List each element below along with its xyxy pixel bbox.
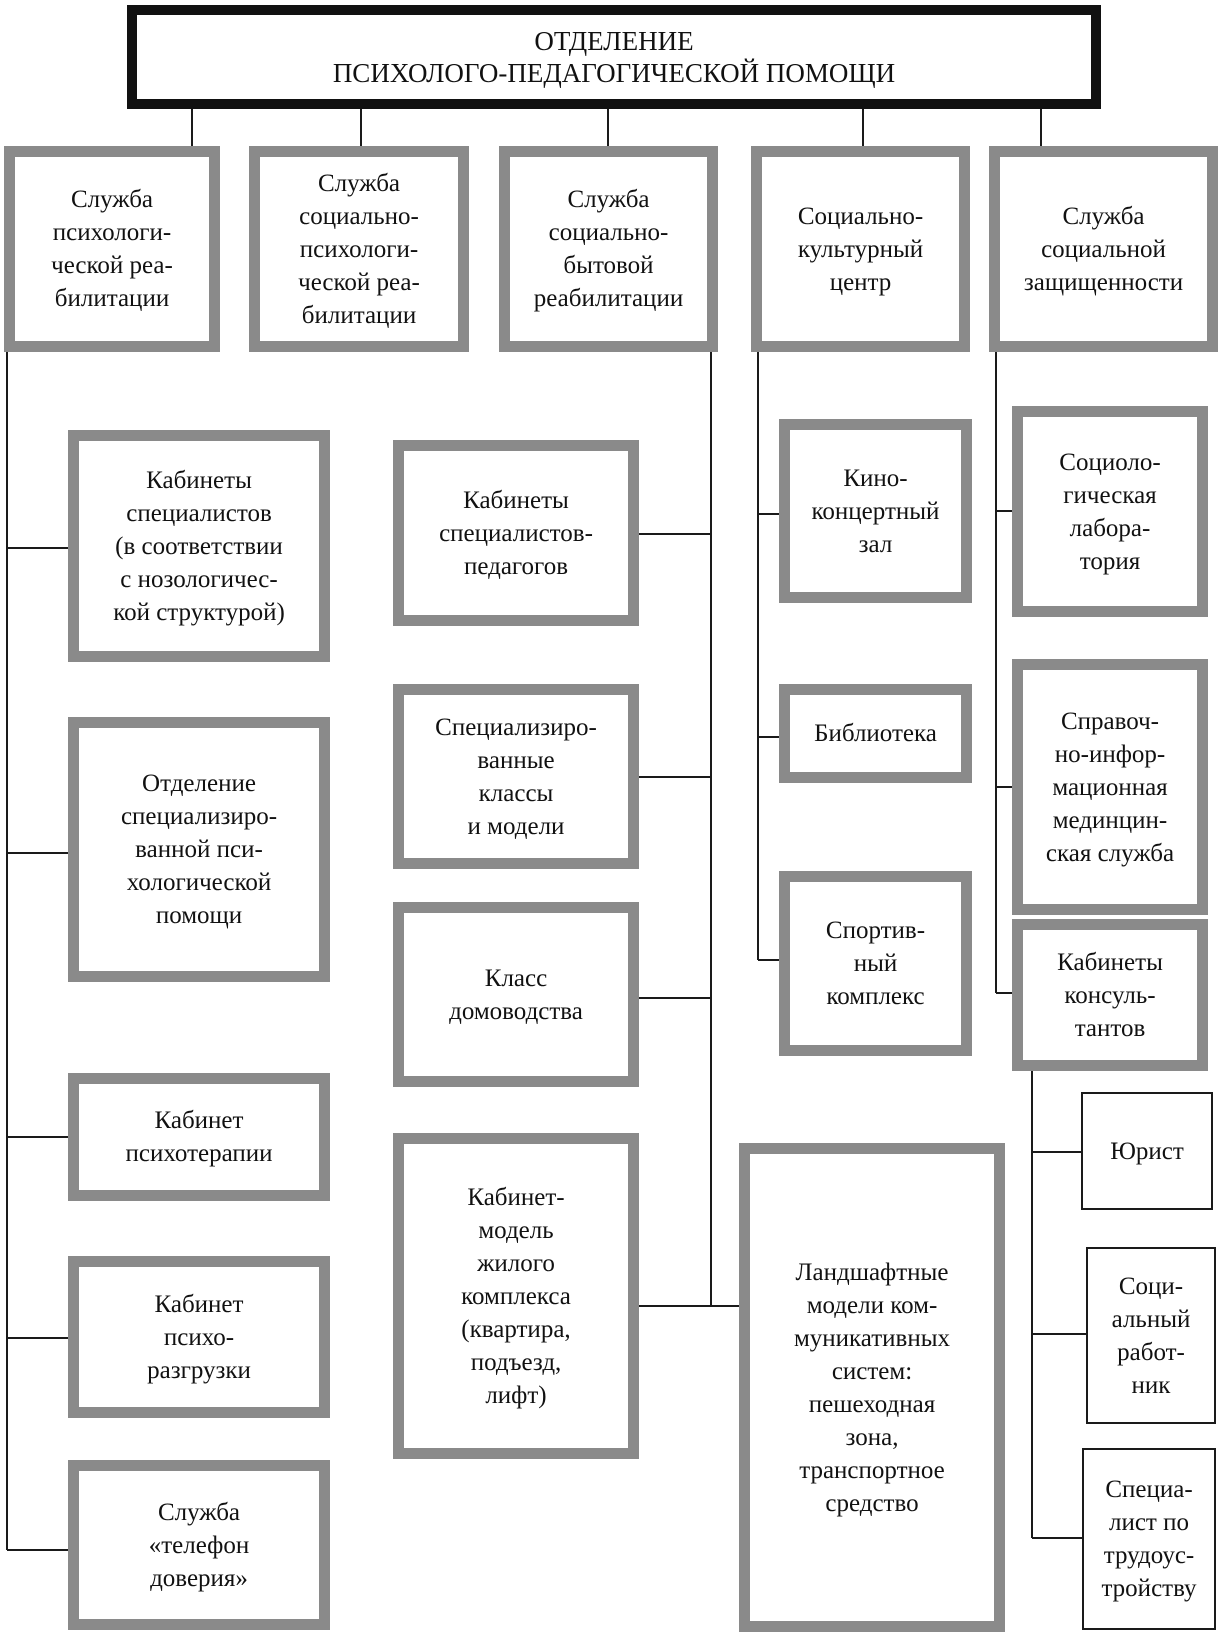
unit-label: Социоло- гическая лабора- тория: [1059, 448, 1161, 575]
service-sociocultural-center: [751, 146, 970, 352]
unit-helpline-service: [68, 1460, 330, 1630]
consultant-social-worker: [1086, 1247, 1216, 1424]
service-label: Социально- культурный центр: [797, 202, 924, 296]
consultant-label: Юрист: [1110, 1137, 1184, 1165]
service-social-psychological-rehab: [249, 146, 469, 352]
unit-specialized-psych-dept: [68, 717, 330, 982]
unit-medical-info-service: [1012, 659, 1208, 915]
unit-label: Ландшафтные модели ком- муникативных систем: пешеходная зона, транспортное средство: [793, 1258, 951, 1517]
consultant-label: Соци- альный работ- ник: [1111, 1272, 1191, 1399]
unit-label: Кабинет- модель жилого комплекса (квартира, подъезд, лифт): [461, 1183, 571, 1409]
service-social-household-rehab: [499, 146, 718, 352]
unit-residential-model: [393, 1133, 639, 1459]
unit-landscape-models: [739, 1143, 1005, 1632]
unit-label: Отделение специализиро- ванной пси- хологической помощи: [120, 770, 278, 929]
unit-housekeeping-class: [393, 902, 639, 1087]
unit-label: Кабинет психотерапии: [125, 1107, 273, 1167]
service-label: Служба психологи- ческой реа- билитации: [51, 186, 173, 312]
unit-consultant-offices: [1012, 919, 1208, 1071]
service-label: Служба социальной защищенности: [1023, 202, 1184, 296]
unit-sociological-lab: [1012, 406, 1208, 617]
unit-label: Справоч- но-инфор- мационная мединцин- ская служба: [1045, 707, 1175, 867]
unit-label: Кабинеты специалистов (в соответствии с нозологичес- кой структурой): [113, 466, 285, 626]
title-text: ОТДЕЛЕНИЕ ПСИХОЛОГО-ПЕДАГОГИЧЕСКОЙ ПОМОЩИ: [332, 26, 896, 88]
unit-label: Специализиро- ванные классы и модели: [435, 713, 597, 840]
unit-label: Класс домоводства: [449, 964, 583, 1025]
consultant-label: Специа- лист по трудоус- тройству: [1101, 1476, 1197, 1602]
unit-cinema-concert-hall: [779, 419, 972, 603]
title-box: [127, 5, 1101, 109]
unit-specialist-offices: [68, 430, 330, 662]
unit-label: Служба «телефон доверия»: [148, 1498, 250, 1592]
unit-psycho-relief-office: [68, 1256, 330, 1418]
service-social-protection: [989, 146, 1218, 352]
unit-specialized-classes: [393, 684, 639, 869]
unit-library: [779, 684, 972, 783]
service-label: Служба социально- психологи- ческой реа- билитации: [298, 169, 420, 329]
consultant-employment-specialist: [1082, 1448, 1216, 1630]
unit-label: Кабинеты консуль- тантов: [1057, 948, 1163, 1042]
service-label: Служба социально- бытовой реабилитации: [533, 186, 684, 312]
unit-label: Библиотека: [814, 720, 937, 747]
service-psychological-rehab: [4, 146, 220, 352]
unit-label: Кабинеты специалистов- педагогов: [439, 486, 593, 580]
unit-label: Кино- концертный зал: [811, 464, 940, 558]
unit-teacher-offices: [393, 440, 639, 626]
unit-label: Кабинет психо- разгрузки: [147, 1290, 251, 1384]
consultant-lawyer: [1081, 1092, 1213, 1210]
unit-sports-complex: [779, 871, 972, 1056]
unit-psychotherapy-office: [68, 1073, 330, 1201]
unit-label: Спортив- ный комплекс: [825, 917, 926, 1010]
